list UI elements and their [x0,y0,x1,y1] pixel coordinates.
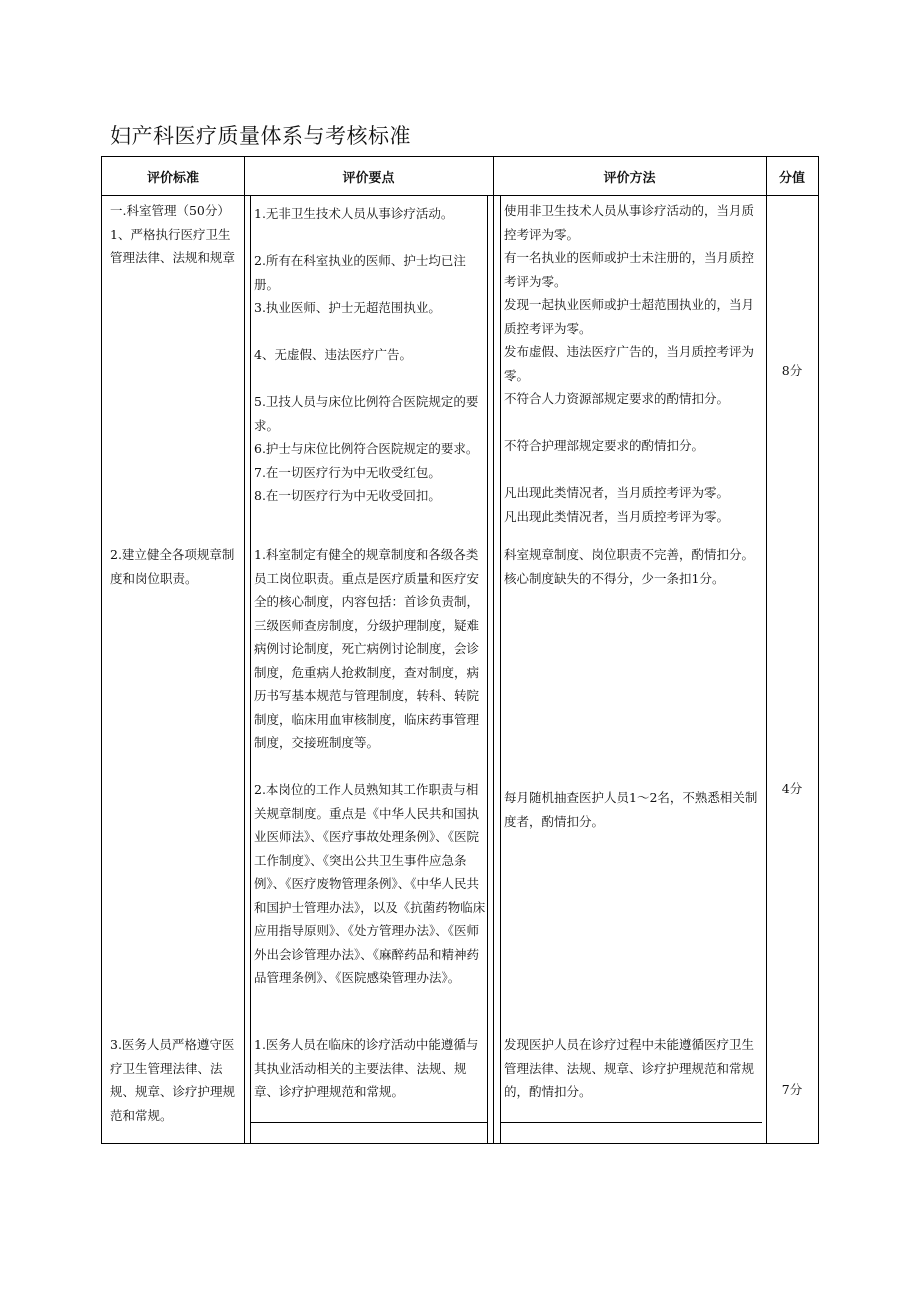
point-item: 6.护士与床位比例符合医院规定的要求。 [254,441,479,456]
point-item: 1.无非卫生技术人员从事诊疗活动。 [254,206,454,221]
section-1-methods [504,199,758,528]
methods-inner-bottom [500,1122,762,1123]
point-item: 2.所有在科室执业的医师、护士均已注册。 [254,253,466,292]
section-2-score: 4分 [781,781,803,796]
point-item: 2.本岗位的工作人员熟知其工作职责与相关规章制度。重点是《中华人民共和国执业医师法》、《医疗事故处理条例》、《医院工作制度》、《突出公共卫生事件应急条例》、《医疗废物管理条例》、《中华人民共和国护士管理办法》，以及《抗菌药物临床应用指导原则》、《处方管理办法》、《医师外出会诊管理办法》、《麻醉药品和精神药品管理条例》、《医院感染管理办法》。 [254,782,486,985]
method-item: 使用非卫生技术人员从事诊疗活动的，当月质控考评为零。 [504,203,755,242]
column-divider [493,157,494,1143]
point-item: 1.科室制定有健全的规章制度和各级各类员工岗位职责。重点是医疗质量和医疗安全的核心制度，内容包括：首诊负责制，三级医师查房制度，分级护理制度，疑难病例讨论制度，死亡病例讨论制度，会诊制度，危重病人抢救制度，查对制度，病历书写基本规范与管理制度，转科、转院制度，临床用血审核制度，临床药事管理制度，交接班制度等。 [254,547,480,750]
section-3-standard [110,1033,242,1127]
section-3-score: 7分 [781,1082,803,1097]
method-item: 发布虚假、违法医疗广告的，当月质控考评为零。 [504,344,755,383]
method-item: 每月随机抽查医护人员1～2名，不熟悉相关制度者，酌情扣分。 [504,790,758,829]
page-title: 妇产科医疗质量体系与考核标准 [110,124,411,148]
section-2-points [254,543,486,990]
point-item: 8.在一切医疗行为中无收受回扣。 [254,488,441,503]
method-item: 不符合人力资源部规定要求的酌情扣分。 [504,391,730,406]
section-2-method-2 [504,786,758,833]
method-item: 发现医护人员在诊疗过程中未能遵循医疗卫生管理法律、法规、规章、诊疗护理规范和常规的，酌情扣分。 [504,1037,755,1099]
points-inner-bottom [250,1122,488,1123]
point-item: 3.执业医师、护士无超范围执业。 [254,300,441,315]
point-item: 4、无虚假、违法医疗广告。 [254,347,412,362]
header-method: 评价方法 [603,171,656,186]
section-2-method-1 [504,543,758,590]
section-1-score: 8分 [781,363,803,378]
method-item: 凡出现此类情况者，当月质控考评为零。 [504,485,730,500]
section-1-standard [110,199,240,270]
standard-line: 2.建立健全各项规章制度和岗位职责。 [110,547,235,586]
section-3-methods [504,1033,758,1104]
point-item: 1.医务人员在临床的诊疗活动中能遵循与其执业活动相关的主要法律、法规、规章、诊疗护理规范和常规。 [254,1037,479,1099]
point-item: 7.在一切医疗行为中无收受红包。 [254,464,441,480]
standard-line: 1、严格执行医疗卫生管理法律、法规和规章 [110,226,236,265]
header-points: 评价要点 [342,171,395,186]
section-2-standard [110,543,240,590]
column-divider [244,157,245,1143]
method-item: 不符合护理部规定要求的酌情扣分。 [504,438,705,453]
evaluation-table [101,156,819,1144]
header-score: 分值 [778,171,805,186]
point-item: 5.卫技人员与床位比例符合医院规定的要求。 [254,394,479,433]
section-3-points [254,1033,486,1104]
method-item: 发现一起执业医师或护士超范围执业的，当月质控考评为零。 [504,297,755,336]
section-1-points [254,202,484,508]
method-item: 有一名执业的医师或护士未注册的，当月质控考评为零。 [504,250,755,289]
header-standard: 评价标准 [146,171,199,186]
standard-line: 3.医务人员严格遵守医疗卫生管理法律、法规、规章、诊疗护理规范和常规。 [110,1037,236,1123]
standard-line: 一.科室管理（50分） [110,203,230,218]
method-item: 科室规章制度、岗位职责不完善，酌情扣分。核心制度缺失的不得分，少一条扣1分。 [504,547,755,586]
method-item: 凡出现此类情况者，当月质控考评为零。 [504,508,730,524]
column-divider [766,157,767,1143]
